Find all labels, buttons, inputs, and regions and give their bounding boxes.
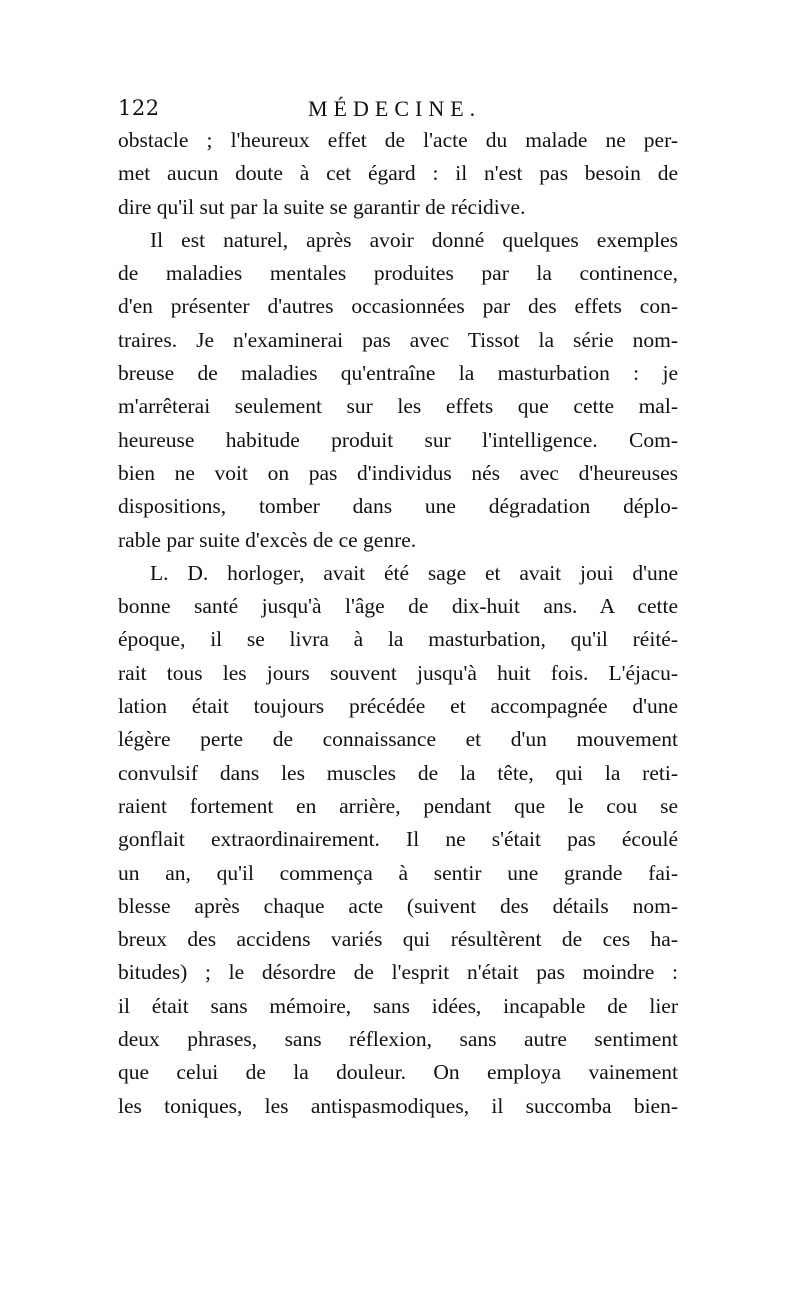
text-line: L. D. horloger, avait été sage et avait joui d'une (150, 560, 678, 585)
text-line: bien ne voit on pas d'individus nés avec d'heureuses (118, 460, 678, 485)
text-line: blesse après chaque acte (suivent des détails nom- (118, 893, 678, 918)
text-line: rait tous les jours souvent jusqu'à huit fois. L'éjacu- (118, 660, 678, 685)
text-line: deux phrases, sans réflexion, sans autre sentiment (118, 1027, 678, 1052)
text-line: heureuse habitude produit sur l'intelligence. Com- (118, 427, 678, 452)
text-line: m'arrêterai seulement sur les effets que cette mal- (118, 394, 678, 419)
text-line: époque, il se livra à la masturbation, qu'il réité- (118, 627, 678, 652)
text-line: breux des accidens variés qui résultèrent de ces ha- (118, 927, 678, 952)
text-line: obstacle ; l'heureux effet de l'acte du malade ne per- (118, 128, 678, 152)
text-line: de maladies mentales produites par la continence, (118, 261, 678, 286)
text-line: d'en présenter d'autres occasionnées par des effets con- (118, 294, 678, 319)
text-line: que celui de la douleur. On employa vainement (118, 1060, 678, 1085)
page-number: 122 (118, 96, 160, 120)
running-head (118, 96, 678, 126)
text-line: convulsif dans les muscles de la tête, qui la reti- (118, 760, 678, 785)
text-line: bitudes) ; le désordre de l'esprit n'était pas moindre : (118, 960, 678, 985)
text-line: breuse de maladies qu'entraîne la masturbation : je (118, 361, 678, 386)
text-line: un an, qu'il commença à sentir une grande fai- (118, 860, 678, 885)
text-line: traires. Je n'examinerai pas avec Tissot la série nom- (118, 327, 678, 352)
text-line: gonflait extraordinairement. Il ne s'était pas écoulé (118, 827, 678, 852)
text-line: légère perte de connaissance et d'un mouvement (118, 727, 678, 752)
text-line: il était sans mémoire, sans idées, incapable de lier (118, 993, 678, 1018)
text-line: bonne santé jusqu'à l'âge de dix-huit ans. A cette (118, 594, 678, 619)
text-line: dire qu'il sut par la suite se garantir de récidive. (118, 194, 526, 219)
body-text (118, 124, 678, 1123)
text-line: raient fortement en arrière, pendant que le cou se (118, 793, 678, 818)
text-line: met aucun doute à cet égard : il n'est pas besoin de (118, 161, 678, 186)
text-line: lation était toujours précédée et accompagnée d'une (118, 694, 678, 719)
text-line: dispositions, tomber dans une dégradation déplo- (118, 494, 678, 519)
text-line: rable par suite d'excès de ce genre. (118, 527, 417, 552)
text-line: les toniques, les antispasmodiques, il succomba bien- (118, 1093, 678, 1118)
running-title: MÉDECINE. (308, 96, 482, 121)
text-line: Il est naturel, après avoir donné quelques exemples (150, 227, 678, 252)
